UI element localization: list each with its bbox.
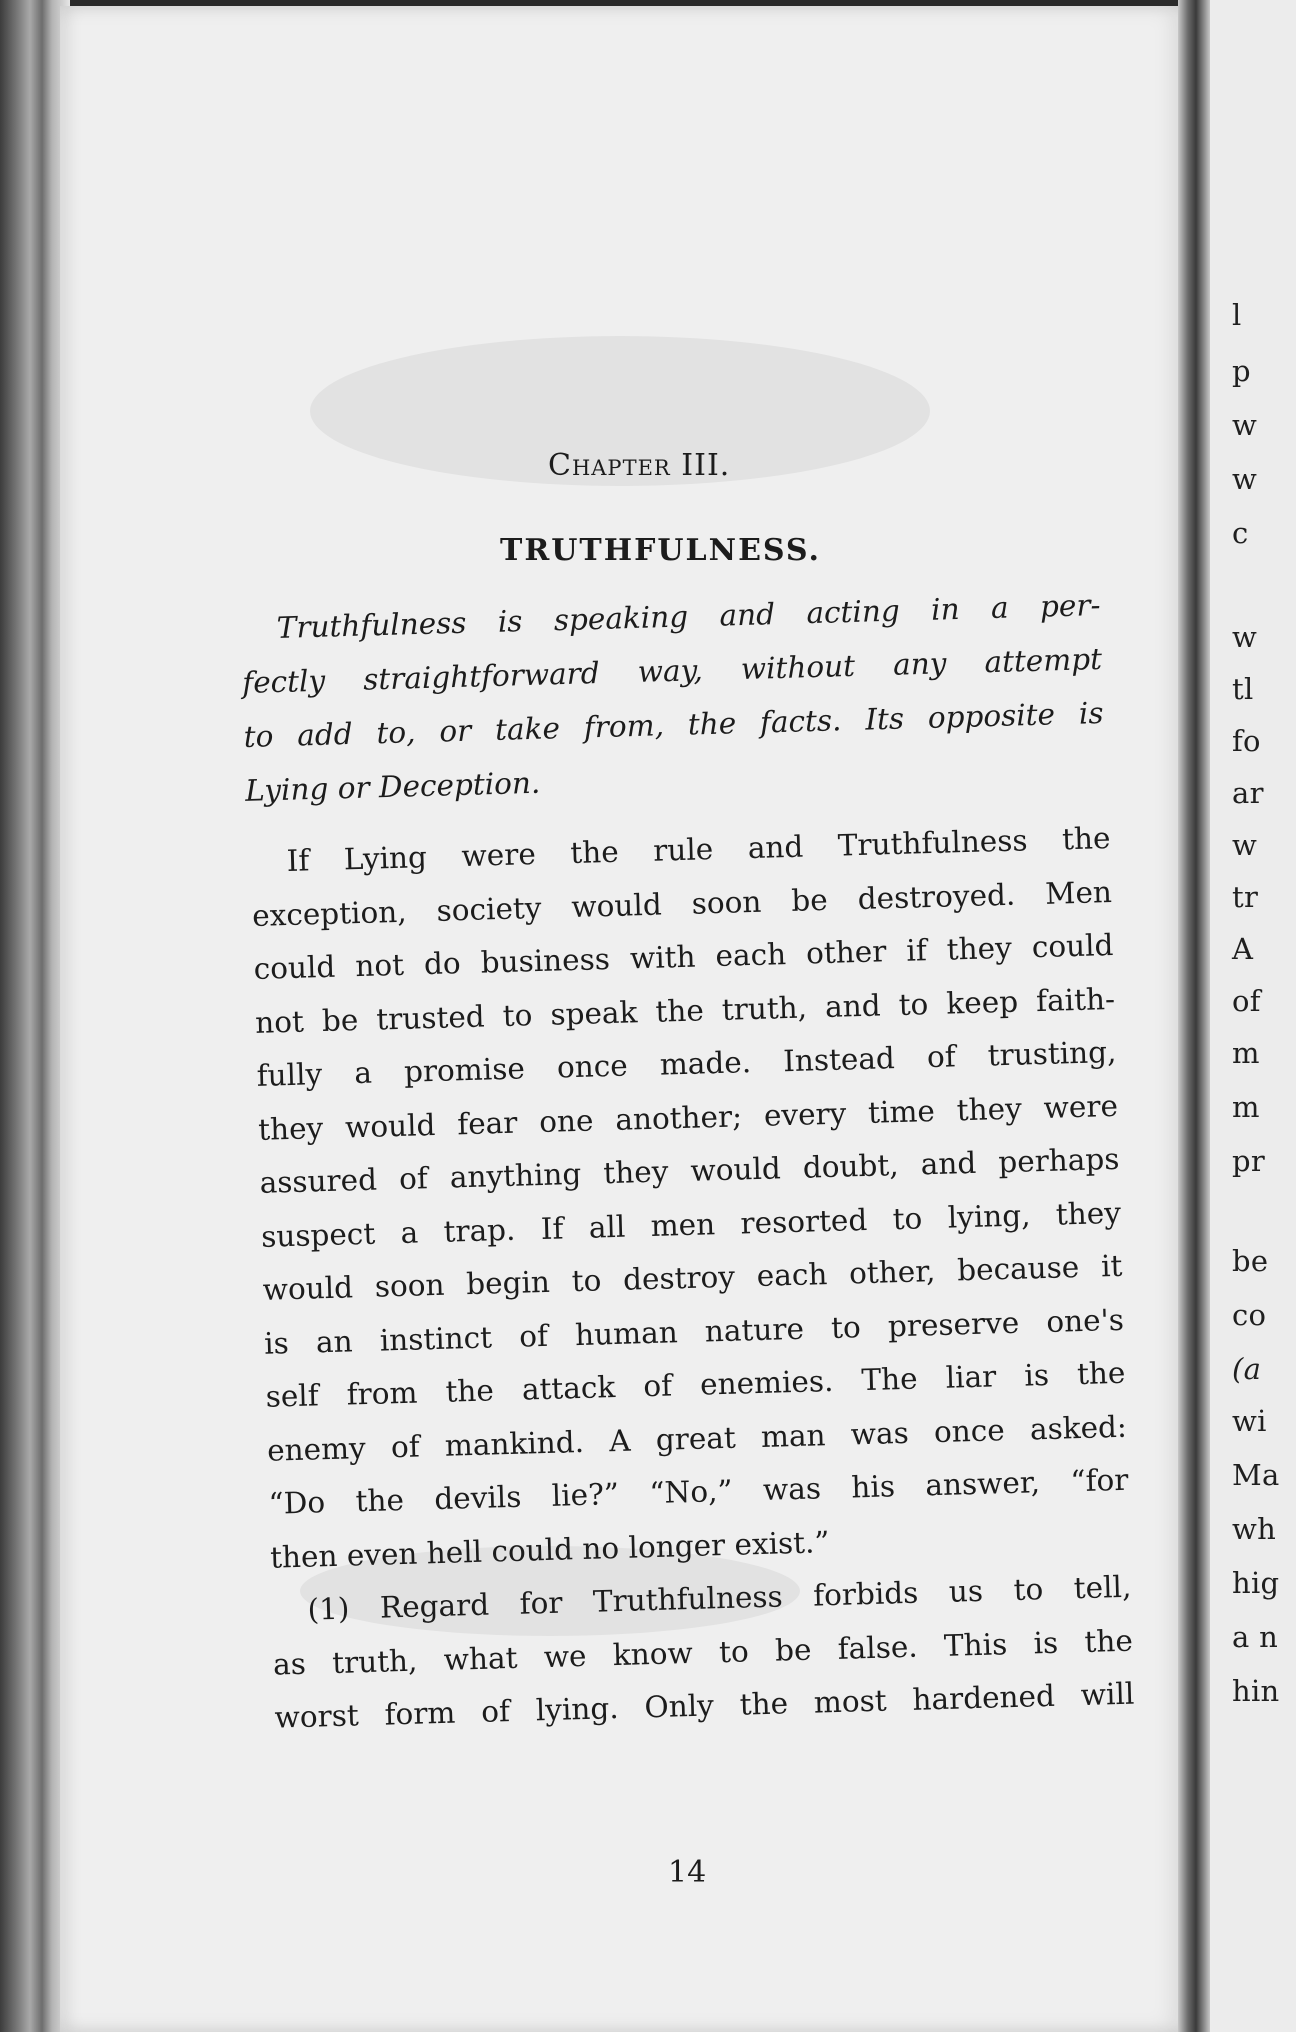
definition-line: Truthfulness is speaking and acting in a per-: [276, 587, 1101, 645]
facing-fragment: fo: [1232, 724, 1261, 758]
facing-fragment: tr: [1232, 880, 1259, 914]
paragraph-1-line: not be trusted to speak the truth, and to keep faith-: [254, 981, 1116, 1040]
paragraph-2-line: worst form of lying. Only the most hardened will: [274, 1676, 1135, 1735]
facing-fragment: c: [1232, 516, 1249, 550]
paragraph-2-line: (1) Regard for Truthfulness forbids us to tell,: [307, 1569, 1132, 1627]
facing-fragment: a n: [1232, 1620, 1279, 1654]
definition-line: fectly straightforward way, without any attempt: [241, 641, 1103, 700]
facing-fragment: co: [1232, 1298, 1267, 1332]
book-gutter: [1178, 0, 1212, 2032]
definition-paragraph: [240, 578, 1106, 818]
facing-fragment: (a: [1232, 1352, 1262, 1386]
paragraph-1-line: is an instinct of human nature to preserve one's: [263, 1302, 1125, 1361]
paragraph-1-line: fully a promise once made. Instead of trusting,: [256, 1034, 1117, 1093]
facing-fragment: wi: [1232, 1404, 1267, 1438]
paragraph-1-line: they would fear one another; every time they were: [257, 1088, 1119, 1147]
facing-fragment: l: [1232, 298, 1242, 332]
facing-fragment: pr: [1232, 1144, 1266, 1178]
facing-fragment: hin: [1232, 1674, 1280, 1708]
body-text: [250, 812, 1135, 1745]
facing-fragment: Ma: [1232, 1458, 1280, 1492]
paragraph-1-line: assured of anything they would doubt, and perhaps: [259, 1141, 1120, 1200]
facing-fragment: m: [1232, 1036, 1260, 1070]
facing-page: [1210, 0, 1296, 2032]
facing-fragment: w: [1232, 462, 1258, 496]
paragraph-1-line: would soon begin to destroy each other, because it: [262, 1248, 1123, 1307]
paragraph-1-line: self from the attack of enemies. The liar is the: [265, 1355, 1126, 1414]
chapter-number: Chapter III.: [548, 448, 731, 483]
paragraph-1-line: suspect a trap. If all men resorted to lying, they: [260, 1195, 1122, 1254]
facing-fragment: ar: [1232, 776, 1264, 810]
facing-fragment: be: [1232, 1244, 1269, 1278]
paragraph-1-line: could not do business with each other if they could: [253, 927, 1114, 986]
paragraph-1-line: If Lying were the rule and Truthfulness the: [286, 820, 1111, 878]
facing-fragment: p: [1232, 354, 1251, 388]
paragraph-1-line: “Do the devils lie?” “No,” was his answer, “for: [268, 1462, 1129, 1521]
facing-fragment: hig: [1232, 1566, 1280, 1600]
facing-fragment: w: [1232, 620, 1258, 654]
facing-fragment: w: [1232, 408, 1258, 442]
facing-fragment: tl: [1232, 672, 1254, 706]
paragraph-1-line: exception, society would soon be destroyed. Men: [251, 874, 1113, 933]
definition-line: Lying or Deception.: [244, 765, 541, 808]
facing-fragment: of: [1232, 984, 1261, 1018]
page-number: 14: [668, 1855, 707, 1890]
paragraph-2-line: as truth, what we know to be false. This is the: [272, 1623, 1134, 1682]
paragraph-1-line: enemy of mankind. A great man was once asked:: [266, 1409, 1128, 1468]
definition-line: to add to, or take from, the facts. Its opposite is: [243, 695, 1104, 754]
paragraph-1-line: then even hell could no longer exist.”: [269, 1524, 830, 1575]
facing-fragment: wh: [1232, 1512, 1277, 1546]
chapter-title: TRUTHFULNESS.: [500, 533, 821, 568]
facing-fragment: w: [1232, 828, 1258, 862]
facing-fragment: m: [1232, 1090, 1260, 1124]
facing-fragment: A: [1232, 932, 1254, 966]
